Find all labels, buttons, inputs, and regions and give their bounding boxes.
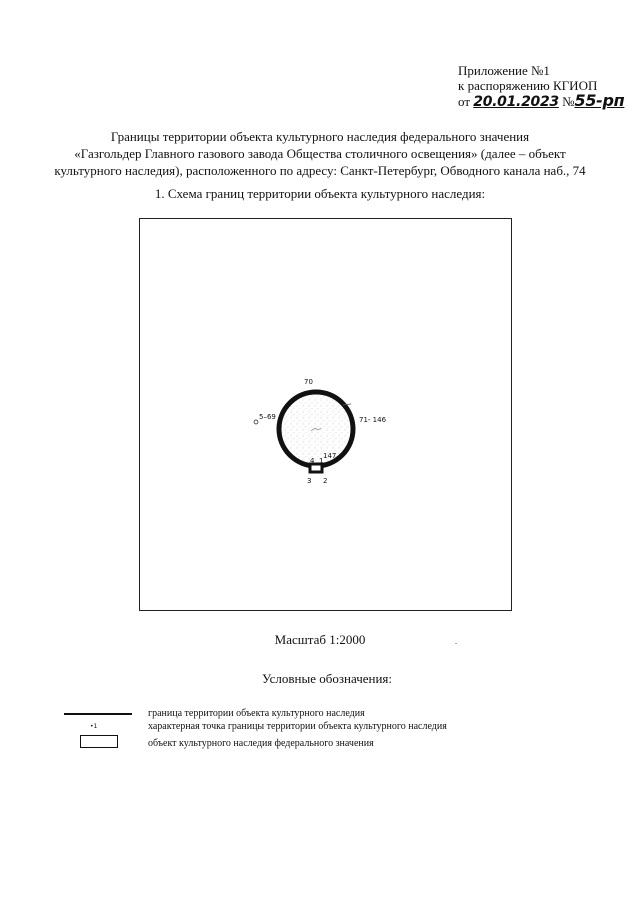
point-5-marker: [254, 420, 258, 424]
document-title: [40, 128, 600, 179]
boundary-notch: [310, 464, 322, 472]
legend-text-boundary: граница территории объекта культурного наследия: [148, 708, 365, 719]
mark-2: 2: [323, 477, 328, 485]
scheme-drawing: [140, 219, 511, 610]
appendix-date-number: [458, 93, 624, 110]
mark-5-69: 5–69: [259, 413, 276, 421]
boundary-scheme-map: [139, 218, 512, 611]
appendix-header: [458, 63, 624, 110]
mark-71-146: 71- 146: [359, 416, 387, 424]
handwritten-date: 20.01.2023: [473, 94, 559, 110]
legend-text-point: характерная точка границы территории объекта культурного наследия: [148, 721, 447, 732]
boundary-line-symbol: [64, 713, 132, 715]
legend-title: Условные обозначения:: [261, 671, 393, 686]
handwritten-number: 55-рп: [574, 91, 625, 110]
point-symbol: •1: [90, 723, 98, 730]
mark-4: 4: [310, 457, 315, 465]
number-prefix: №: [562, 94, 575, 109]
stray-mark: .: [455, 637, 457, 646]
mark-70: 70: [304, 378, 313, 386]
map-scale: Масштаб 1:2000: [274, 632, 366, 647]
appendix-order-ref: к распоряжению КГИОП: [458, 78, 598, 93]
date-prefix: от: [458, 94, 471, 109]
legend-text-object: объект культурного наследия федерального значения: [148, 738, 374, 749]
mark-3: 3: [307, 477, 312, 485]
object-rectangle-symbol: [80, 735, 118, 748]
appendix-title: Приложение №1: [458, 63, 550, 78]
title-line-3: культурного наследия), расположенного по адресу: Санкт-Петербург, Обводного канала наб., 74: [54, 163, 586, 178]
section-heading: 1. Схема границ территории объекта культурного наследия:: [154, 186, 486, 201]
title-line-2: «Газгольдер Главного газового завода Общества столичного освещения» (далее – объект: [74, 146, 566, 161]
title-line-1: Границы территории объекта культурного наследия федерального значения: [110, 129, 530, 144]
mark-1: 1: [319, 457, 324, 465]
mark-147: 147: [323, 452, 337, 460]
